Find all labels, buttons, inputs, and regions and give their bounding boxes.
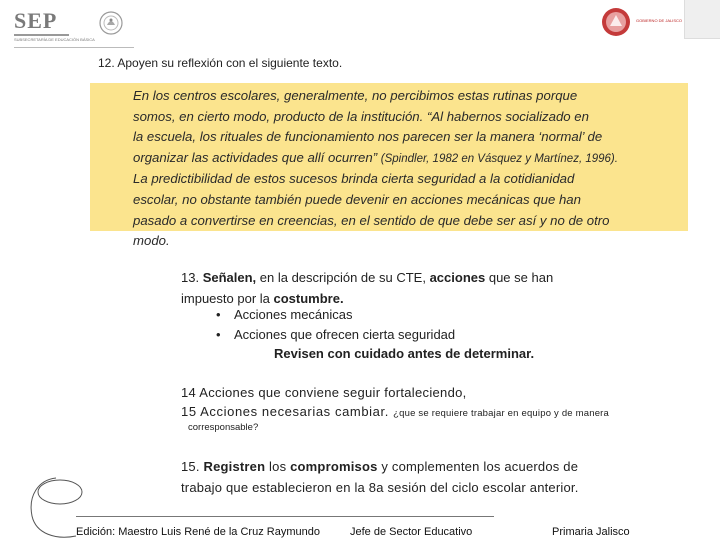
question-13-text: que se han — [485, 270, 554, 285]
sep-subtitle: SUBSECRETARÍA DE EDUCACIÓN BÁSICA — [14, 37, 95, 42]
jalisco-seal-icon — [600, 6, 632, 38]
keyword-senalen: Señalen, — [202, 270, 257, 285]
jalisco-text: GOBIERNO DE JALISCO — [636, 18, 683, 23]
item-15-line — [181, 404, 609, 419]
footer-editor: Edición: Maestro Luis René de la Cruz Raymundo — [76, 526, 320, 538]
revisen-instruction: Revisen con cuidado antes de determinar. — [274, 346, 535, 361]
item-15-heading: 15 Acciones necesarias cambiar. — [181, 404, 394, 419]
footer-rule — [76, 516, 494, 517]
question-15-number: 15. — [181, 459, 204, 474]
question-15-text: los — [265, 459, 291, 474]
bullet-dot: • — [216, 327, 221, 342]
question-15-line: trabajo que establecieron en la 8a sesión del ciclo escolar anterior. — [181, 480, 579, 495]
footer-sector: Jefe de Sector Educativo — [350, 526, 473, 538]
bullet-text: Acciones que ofrecen cierta seguridad — [234, 327, 456, 342]
item-15-question: ¿que se requiere trabajar en equipo y de manera — [393, 408, 610, 419]
item-15-question-cont: corresponsable? — [188, 422, 259, 433]
question-13 — [181, 268, 651, 309]
quote-line: la escuela, los rituales de funcionamiento nos parecen ser la manera ‘normal’ de — [133, 129, 603, 145]
quote-citation: (Spindler, 1982 en Vásquez y Martínez, 1996). — [380, 152, 618, 165]
keyword-acciones: acciones — [429, 270, 486, 285]
keyword-registren: Registren — [203, 459, 266, 474]
question-13-line — [181, 289, 651, 310]
question-13-line — [181, 268, 651, 289]
quote-line: modo. — [133, 233, 170, 249]
quote-line: escolar, no obstante también puede devenir en acciones mecánicas que han — [133, 191, 581, 207]
question-13-text: en la descripción de su CTE, — [256, 270, 430, 285]
bullet-item — [216, 327, 455, 342]
keyword-compromisos: compromisos — [290, 459, 378, 474]
question-15-line — [181, 456, 651, 477]
jalisco-logo — [592, 4, 683, 40]
sep-logo — [14, 6, 124, 46]
quote-line-text: organizar las actividades que allí ocurren” — [133, 149, 381, 165]
quote-line: pasado a convertirse en creencias, en el sentido de que debe ser así y no de otro — [133, 212, 610, 228]
quote-line — [133, 148, 678, 170]
question-13-text: impuesto por la — [181, 290, 274, 306]
mexico-eagle-icon — [98, 10, 124, 36]
item-14: 14 Acciones que conviene seguir fortaleciendo, — [181, 385, 467, 400]
header-divider — [14, 47, 134, 48]
question-15 — [181, 456, 651, 498]
sep-wordmark: SEP — [14, 8, 58, 33]
question-13-number: 13. — [181, 270, 203, 285]
bullet-dot: • — [216, 307, 221, 322]
question-12: 12. Apoyen su reflexión con el siguiente texto. — [98, 56, 343, 70]
quote-line: En los centros escolares, generalmente, no percibimos estas rutinas porque — [133, 88, 578, 103]
sep-underline — [14, 34, 69, 36]
quote-line: somos, en cierto modo, producto de la institución. “Al habernos socializado en — [133, 108, 589, 124]
bullet-text: Acciones mecánicas — [234, 307, 353, 322]
footer-school: Primaria Jalisco — [552, 526, 630, 538]
quote-text — [133, 86, 678, 252]
bullet-item — [216, 307, 353, 322]
quote-line: La predictibilidad de estos sucesos brinda cierta seguridad a la cotidianidad — [133, 171, 575, 187]
question-15-text: y complementen los acuerdos de — [377, 459, 579, 474]
corner-tab — [684, 0, 720, 39]
keyword-costumbre: costumbre. — [273, 290, 344, 306]
